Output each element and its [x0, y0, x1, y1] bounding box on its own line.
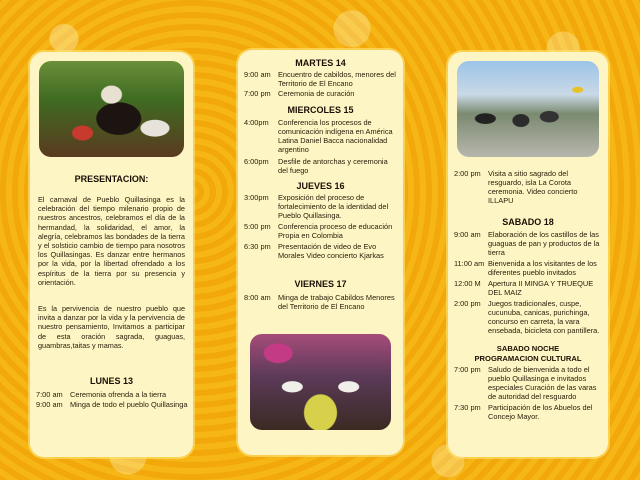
schedule-row [244, 193, 399, 220]
event-desc: Bienvenida a los visitantes de los diferentes pueblo invitados [488, 259, 597, 277]
sabado-noche-heading: SABADO NOCHE [496, 344, 560, 353]
middle-panel [238, 50, 403, 455]
event-desc: Saludo de bienvenida a todo el pueblo Quillasinga e invitados especiales Curación de las varas de autoridad del resguardo [488, 365, 597, 401]
presentacion-paragraph-1: El carnaval de Pueblo Quillasinga es la celebración del tiempo milenario propio de nuestros ancestros, celebramos el día de la hermandad, la solidaridad, el amor, la alegría, celebramos las bondades de la tierra y el solsticio cambio de tiempo para nosotros los Quillasingas. Es danzar entre hermanos por la vida, por la libertad ofrendado a los espíritus de la tierra por su presencia y orientación. [38, 195, 185, 287]
left-panel [30, 52, 193, 457]
event-desc: Presentación de video de Evo Morales Video concierto Kjarkas [278, 242, 384, 260]
viernes-heading: VIERNES 17 [294, 279, 347, 289]
photo-dancers-ceremony [250, 334, 391, 430]
event-time: 7:00 am [36, 390, 63, 399]
photo-street-procession [457, 61, 599, 157]
presentacion-heading: PRESENTACION: [74, 174, 149, 184]
schedule-row [244, 157, 399, 175]
schedule-row [454, 299, 604, 335]
event-time: 9:00 am [36, 400, 63, 409]
event-time: 8:00 am [244, 293, 271, 302]
event-desc: Ceremonia de curación [278, 89, 355, 98]
event-time: 4:00pm [244, 118, 269, 127]
event-desc: Encuentro de cabildos, menores del Territorio de El Encano [278, 70, 396, 88]
event-time: 11:00 am [454, 259, 485, 268]
schedule-row [244, 222, 399, 240]
lunes-schedule [36, 390, 189, 410]
event-desc: Visita a sitio sagrado del resguardo, isla La Corota ceremonia. Video concierto ILLAPU [488, 169, 578, 205]
jueves-schedule [244, 193, 399, 261]
schedule-row [244, 70, 399, 88]
schedule-row [36, 400, 189, 409]
event-time: 7:00 pm [244, 89, 271, 98]
schedule-row [244, 242, 399, 260]
schedule-row [244, 293, 399, 311]
martes-schedule [244, 70, 399, 99]
jueves-heading: JUEVES 16 [296, 181, 345, 191]
event-time: 9:00 am [454, 230, 481, 239]
event-time: 2:00 pm [454, 169, 481, 178]
event-time: 6:30 pm [244, 242, 271, 251]
schedule-row [454, 279, 604, 297]
miercoles-heading: MIERCOLES 15 [287, 105, 354, 115]
event-desc: Ceremonia ofrenda a la tierra [70, 390, 167, 399]
sabado-heading: SABADO 18 [502, 217, 554, 227]
event-desc: Apertura II MINGA Y TRUEQUE DEL MAIZ [488, 279, 594, 297]
sabado-schedule [454, 230, 604, 336]
schedule-row [454, 230, 604, 257]
schedule-row [454, 403, 604, 421]
event-time: 5:00 pm [244, 222, 271, 231]
martes-heading: MARTES 14 [295, 58, 346, 68]
visita-schedule [454, 169, 604, 206]
event-time: 9:00 am [244, 70, 271, 79]
event-time: 7:30 pm [454, 403, 481, 412]
event-desc: Elaboración de los castillos de las guaguas de pan y productos de la tierra [488, 230, 600, 257]
event-time: 6:00pm [244, 157, 269, 166]
presentacion-paragraph-2: Es la pervivencia de nuestro pueblo que invita a danzar por la vida y la pervivencia de nuestro pensamiento, Invitamos a participar de esta oración sagrada, guaguas, guambras,taitas y mamas. [38, 304, 185, 350]
event-time: 3:00pm [244, 193, 269, 202]
schedule-row [36, 390, 189, 399]
event-desc: Desfile de antorchas y ceremonia del fuego [278, 157, 388, 175]
viernes-schedule [244, 293, 399, 312]
event-time: 12:00 M [454, 279, 481, 288]
event-time: 2:00 pm [454, 299, 481, 308]
schedule-row [454, 169, 604, 205]
programacion-cultural-heading: PROGRAMACION CULTURAL [474, 354, 582, 363]
event-desc: Minga de todo el pueblo Quillasinga [70, 400, 188, 409]
schedule-row [244, 89, 399, 98]
photo-women-with-plants [39, 61, 184, 157]
event-desc: Minga de trabajo Cabildos Menores del Territorio de El Encano [278, 293, 395, 311]
event-desc: Exposición del proceso de fortalecimiento de la identidad del Pueblo Quillasinga. [278, 193, 389, 220]
miercoles-schedule [244, 118, 399, 176]
event-desc: Juegos tradicionales, cuspe, cucunuba, canicas, purichinga, concurso en carreta, la vara ensebada, bicicleta con pantillera. [488, 299, 600, 335]
sabado-noche-schedule [454, 365, 604, 422]
event-desc: Conferencia los procesos de comunicación indígena en América Latina Daniel Bacca nacionalidad argentino [278, 118, 393, 154]
event-desc: Participación de los Abuelos del Concejo Mayor. [488, 403, 593, 421]
schedule-row [244, 118, 399, 154]
schedule-row [454, 365, 604, 401]
schedule-row [454, 259, 604, 277]
event-desc: Conferencia proceso de educación Propia en Colombia [278, 222, 393, 240]
event-time: 7:00 pm [454, 365, 481, 374]
lunes-heading: LUNES 13 [89, 376, 133, 386]
right-panel [448, 52, 608, 457]
